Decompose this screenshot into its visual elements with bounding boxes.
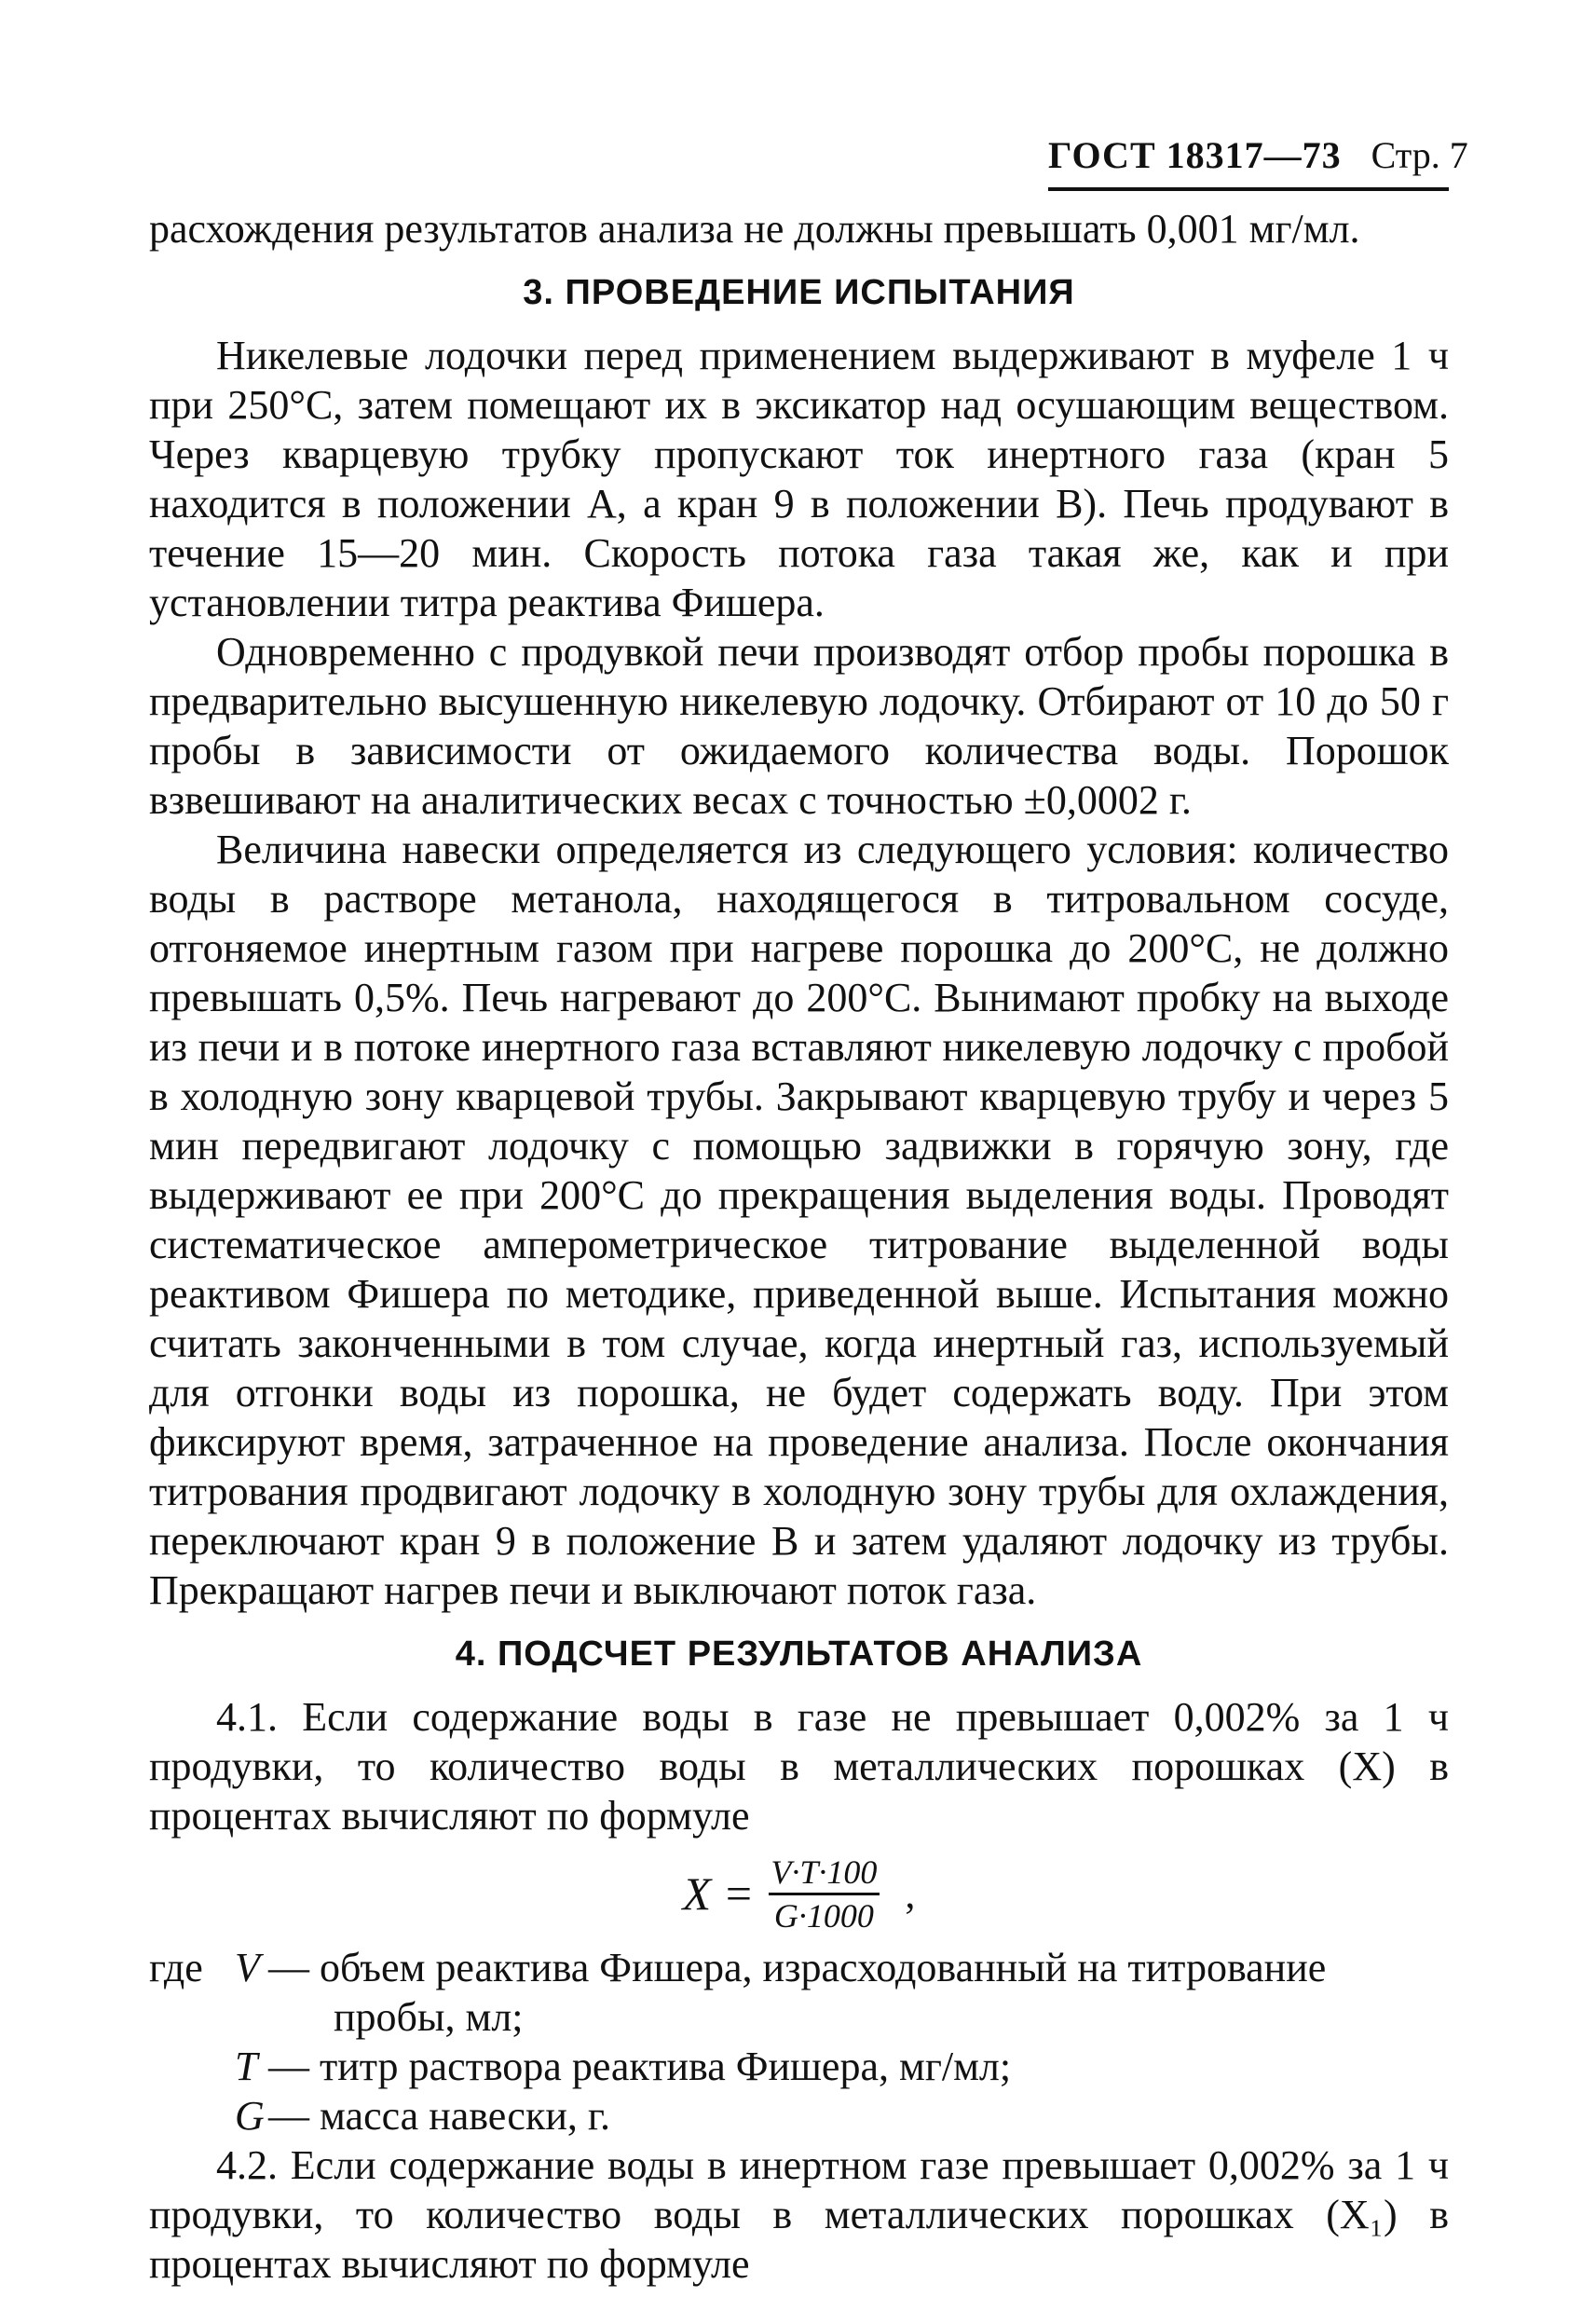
definition-continuation: пробы, мл; [334, 1994, 524, 2040]
formula [149, 1844, 1449, 1943]
formula-numerator: V·T·100 [771, 1853, 878, 1891]
definition-symbol: V [235, 1945, 260, 1990]
variable-definitions [149, 1943, 1449, 2140]
section-3-paragraph-1: Никелевые лодочки перед применением выдерживают в муфеле 1 ч при 250°С, затем помещают их в эксикатор над осушающим веществом. Через кварцевую трубку пропускают ток инертного газа (кран 5 находится в положении А, а кран 9 в положении В). Печь продувают в течение 15—20 мин. Скорость потока газа такая же, как и при установлении титра реактива Фишера. [149, 333, 1449, 625]
definition-text: — масса навески, г. [268, 2093, 610, 2139]
clause-4-1: 4.1. Если содержание воды в газе не превышает 0,002% за 1 ч продувки, то количество воды в металлических порошках (X) в процентах вычисляют по формуле [149, 1694, 1449, 1839]
page-number: Стр. 7 [1371, 134, 1468, 176]
definition-symbol: G [235, 2093, 265, 2139]
definition-text: — титр раствора реактива Фишера, мг/мл; [268, 2044, 1012, 2089]
formula-comma: , [905, 1870, 916, 1917]
page-header [1048, 130, 1468, 191]
definition-g [235, 2091, 1449, 2140]
definition-t [235, 2042, 1449, 2091]
section-4-title: 4. ПОДСЧЕТ РЕЗУЛЬТАТОВ АНАЛИЗА [455, 1634, 1143, 1674]
definition-symbol: T [235, 2044, 258, 2089]
formula-lhs: X = [682, 1867, 755, 1920]
clause-4-2: 4.2. Если содержание воды в инертном газе превышает 0,002% за 1 ч продувки, то количество воды в металлических порошках (X₁) в процентах вычисляют по формуле [149, 2142, 1449, 2287]
section-3-paragraph-3: Величина навески определяется из следующего условия: количество воды в растворе метанола, находящегося в титровальном сосуде, отгоняемое инертным газом при нагреве порошка до 200°С, не должно превышать 0,5%. Печь нагревают до 200°С. Вынимают пробку на выходе из печи и в потоке инертного газа вставляют никелевую лодочку с пробой в холодную зону кварцевой трубы. Закрывают кварцевую трубу и через 5 мин передвигают лодочку с помощью задвижки в горячую зону, где выдерживают ее при 200°С до прекращения выделения воды. Проводят систематическое амперометрическое титрование выделенной воды реактивом Фишера по методике, приведенной выше. Испытания можно считать законченными в том случае, когда инертный газ, используемый для отгонки воды из порошка, не будет содержать воду. При этом фиксируют время, затраченное на проведение анализа. После окончания титрования продвигают лодочку в холодную зону трубы для охлаждения, переключают кран 9 в положение В и затем удаляют лодочку из трубы. Прекращают нагрев печи и выключают поток газа. [149, 827, 1449, 1613]
document-page [149, 130, 1468, 2289]
section-3-title: 3. ПРОВЕДЕНИЕ ИСПЫТАНИЯ [523, 273, 1075, 312]
definition-v [235, 1943, 1449, 2042]
intro-paragraph: расхождения результатов анализа не должны превышать 0,001 мг/мл. [149, 206, 1360, 252]
standard-number: ГОСТ 18317—73 [1048, 134, 1342, 176]
formula-fraction [765, 1852, 882, 1936]
definition-text: — объем реактива Фишера, израсходованный на титрование [268, 1945, 1327, 1990]
section-3-paragraph-2: Одновременно с продувкой печи производят отбор пробы порошка в предварительно высушенную никелевую лодочку. Отбирают от 10 до 50 г пробы в зависимости от ожидаемого количества воды. Порошок взвешивают на аналитических весах с точностью ±0,0002 г. [149, 629, 1449, 823]
formula-denominator: G·1000 [769, 1893, 880, 1936]
where-label: где [149, 1945, 203, 1990]
